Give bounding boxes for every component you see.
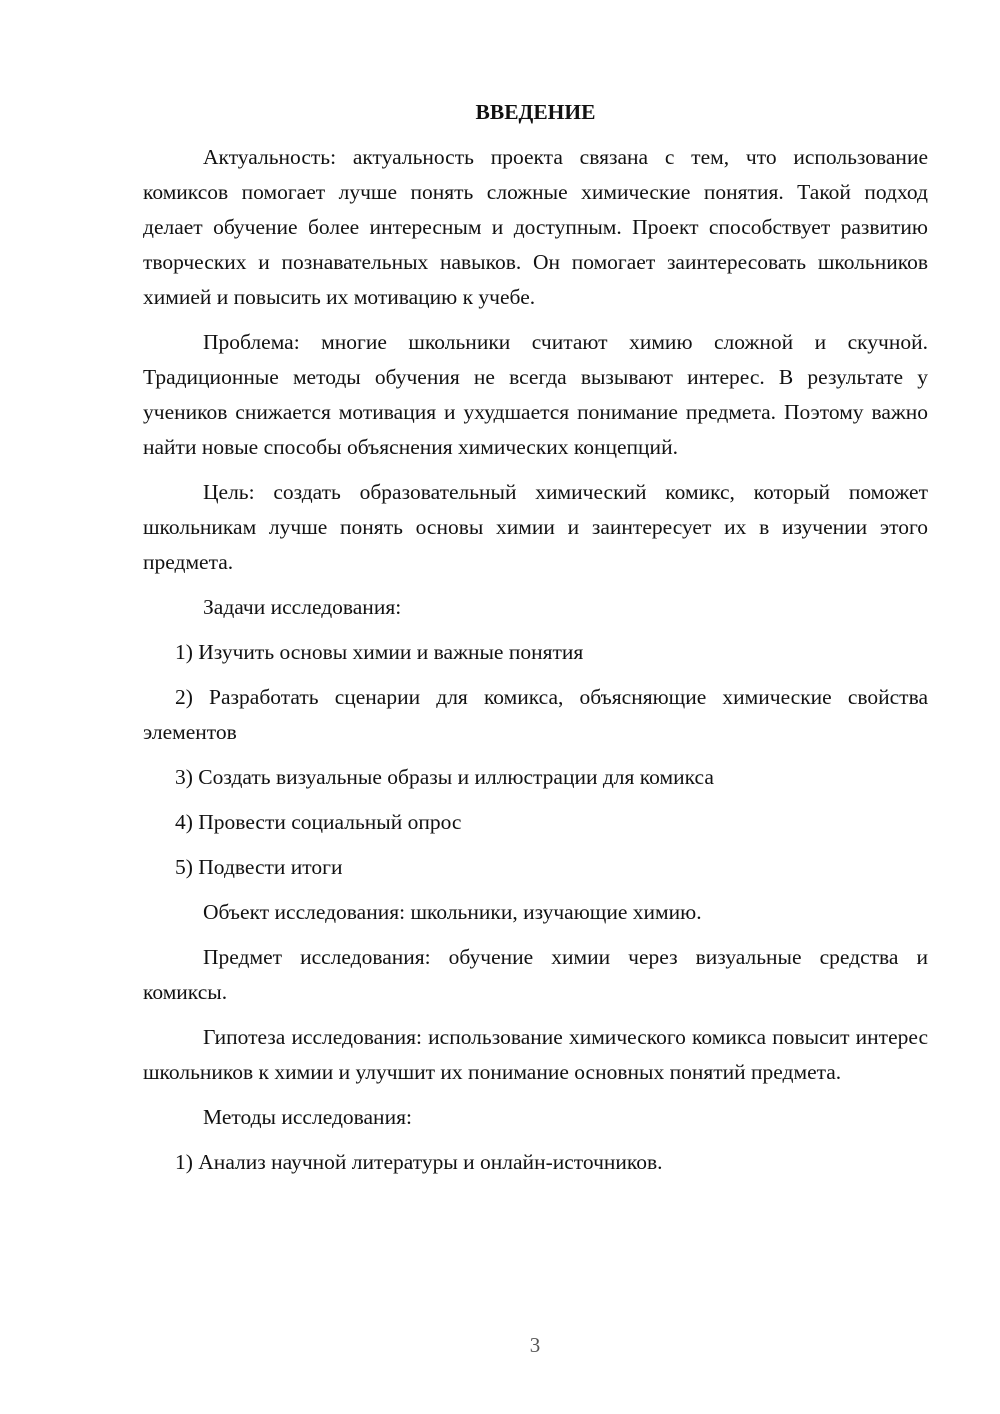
section-title: ВВЕДЕНИЕ — [475, 100, 596, 124]
tasks-heading: Задачи исследования: — [203, 595, 402, 619]
task-item: 5) Подвести итоги — [175, 855, 343, 879]
task-item: 2) Разработать сценарии для комикса, объясняющие химические свойства элементов — [143, 685, 928, 744]
task-item: 1) Изучить основы химии и важные понятия — [175, 640, 584, 664]
page-number: 3 — [529, 1333, 541, 1357]
hypothesis-paragraph: Гипотеза исследования: использование химического комикса повысит интерес школьников к химии и улучшит их понимание основных понятий предмета. — [143, 1025, 928, 1084]
methods-heading: Методы исследования: — [203, 1105, 412, 1129]
goal-paragraph: Цель: создать образовательный химический комикс, который поможет школьникам лучше понять основы химии и заинтересует их в изучении этого предмета. — [143, 480, 928, 574]
task-item: 4) Провести социальный опрос — [175, 810, 462, 834]
page-content — [143, 95, 928, 1190]
relevance-paragraph: Актуальность: актуальность проекта связана с тем, что использование комиксов помогает лучше понять сложные химические понятия. Такой подход делает обучение более интересным и доступным. Проект способствует развитию творческих и познавательных навыков. Он помогает заинтересовать школьников химией и повысить их мотивацию к учебе. — [143, 145, 928, 309]
task-item: 3) Создать визуальные образы и иллюстрации для комикса — [175, 765, 714, 789]
problem-paragraph: Проблема: многие школьники считают химию сложной и скучной. Традиционные методы обучения не всегда вызывают интерес. В результате у учеников снижается мотивация и ухудшается понимание предмета. Поэтому важно найти новые способы объяснения химических концепций. — [143, 330, 928, 459]
method-item: 1) Анализ научной литературы и онлайн-источников. — [175, 1150, 663, 1174]
object-paragraph: Объект исследования: школьники, изучающие химию. — [203, 900, 702, 924]
subject-paragraph: Предмет исследования: обучение химии через визуальные средства и комиксы. — [143, 945, 928, 1004]
